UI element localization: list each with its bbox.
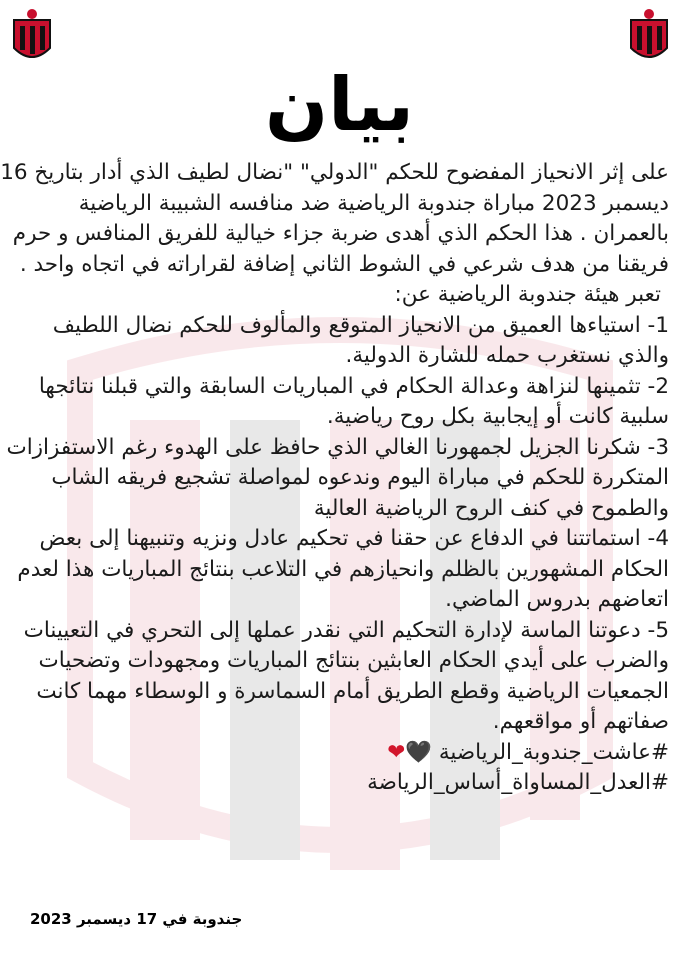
point-4: 4- استماتتنا في الدفاع عن حقنا في تحكيم عادل ونزيه وتنبيهنا إلى بعض الحكام المشهورين بالظلم وانحيازهم في التلاعب بنتائج المباريات هذا لعدم اتعاضهم بدروس الماضي. — [17, 526, 669, 612]
hashtag-club[interactable]: #عاشت_جندوبة_الرياضية — [438, 739, 669, 765]
point-2: 2- تثمينها لنزاهة وعدالة الحكام في المباريات السابقة والتي قبلنا نتائجها سلبية كانت أو إيجابية بكل روح رياضية. — [38, 373, 669, 429]
black-heart-icon: 🖤 — [405, 739, 432, 765]
club-crest-logo-right — [627, 8, 671, 66]
hashtag-line-1 — [0, 738, 669, 769]
lead-paragraph: تعبر هيئة جندوبة الرياضية عن: — [394, 282, 661, 307]
intro-paragraph: على إثر الانحياز المفضوح للحكم "الدولي" "نضال لطيف الذي أدار بتاريخ 16 ديسمبر 2023 مباراة جندوبة الرياضية ضد منافسه الشبيبة الرياضية بالعمران . هذا الحكم الذي أهدى ضربة جزاء خيالية للفريق المنافس و حرم فريقنا من هدف شرعي في الشوط الثاني إضافة لقراراته في اتجاه واحد . — [0, 160, 669, 277]
statement-body — [0, 158, 669, 799]
red-heart-icon: ❤ — [387, 739, 406, 765]
point-5: 5- دعوتنا الماسة لإدارة التحكيم التي نقدر عملها إلى التحري في التعيينات والضرب على أيدي الحكام العابثين بنتائج المباريات ومجهودات وتضحيات الجمعيات الرياضية وقطع الطريق أمام السماسرة و الوسطاء مهما كانت صفاتهم أو مواقعهم. — [23, 617, 669, 734]
point-3: 3- شكرنا الجزيل لجمهورنا الغالي الذي حافظ على الهدوء رغم الاستفزازات المتكررة للحكم في مباراة اليوم وندعوه لمواصلة تشجيع فريقه الشاب والطموح في كنف الروح الرياضية العالية — [6, 434, 669, 521]
point-1: 1- استياءها العميق من الانحياز المتوقع والمألوف للحكم نضال اللطيف والذي نستغرب حمله للشارة الدولية. — [52, 312, 669, 368]
hashtag-justice[interactable]: #العدل_المساواة_أساس_الرياضة — [367, 770, 669, 795]
hashtag-line-2 — [0, 768, 669, 799]
club-crest-logo-left — [10, 8, 54, 66]
statement-title: بيان — [265, 62, 414, 148]
date-footer: جندوبة في 17 ديسمبر 2023 — [30, 910, 243, 928]
